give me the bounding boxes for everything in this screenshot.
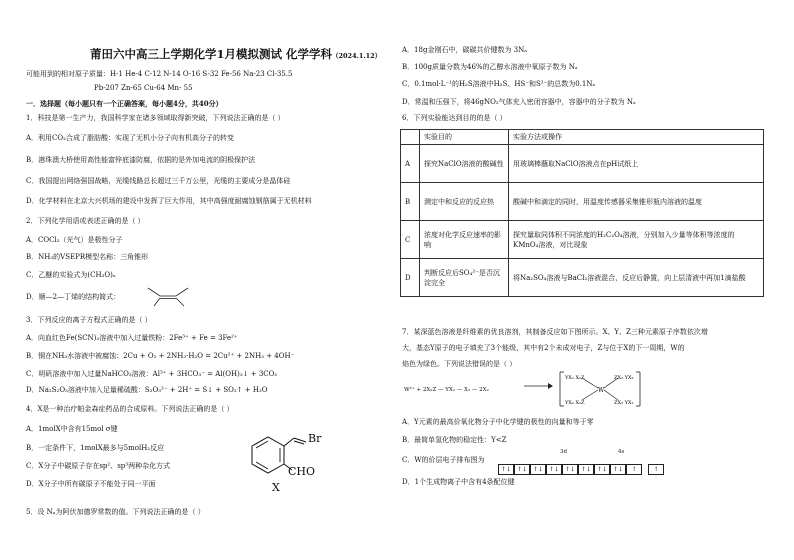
- molecule-x-label: X: [272, 481, 280, 494]
- q7-stem-line2: 大，基态Y原子的电子填充了3个能级，其中有2个未成对电子，Z与位于X的下一周期，W的: [402, 344, 685, 352]
- q7-option-b[interactable]: B．最简单氢化物的稳定性：Y<Z: [402, 436, 507, 444]
- q3-option-a[interactable]: A．向血红色Fe(SCN)₃溶液中加入过量铁粉：2Fe³⁺ + Fe = 3Fe²⁺: [26, 334, 238, 342]
- orbital-box-icon: ↑: [648, 464, 664, 475]
- orbital-diagram: [498, 456, 664, 475]
- orbital-box-icon: ↑↓: [546, 464, 562, 475]
- q1-option-d[interactable]: D．化学材料在北京大兴机场的建设中发挥了巨大作用，其中高强度耐腐蚀钢筋属于无机材料: [26, 197, 312, 205]
- q2-option-c[interactable]: C．乙醚的实验式为(CH₃O)ₙ: [26, 271, 116, 279]
- q6-row-option: C: [401, 221, 420, 259]
- q4-stem: 4．X是一种治疗帕金森症药品的合成原料。下列说法正确的是（ ）: [26, 405, 234, 413]
- q3-option-c[interactable]: C．明矾溶液中加入过量NaHCO₃溶液：Al³⁺ + 3HCO₃⁻ = Al(OH)₃↓ + 3CO₂: [26, 370, 278, 378]
- svg-text:ZX₂ YX₂: ZX₂ YX₂: [614, 375, 634, 381]
- q2-option-a[interactable]: A．COCl₂（光气）是极性分子: [26, 236, 123, 244]
- q7-stem-line1: 7．某深蓝色溶液是纤维素的优良溶剂，其制备反应如下图所示。X、Y、Z三种元素原子序数依次增: [402, 328, 708, 336]
- q1-option-a[interactable]: A．利用CO₂合成了脂肪酸：实现了无机小分子向有机高分子的转变: [26, 134, 234, 142]
- q7-option-d[interactable]: D．1个生成物离子中含有4条配位键: [402, 478, 515, 486]
- cis-2-butene-structure: [140, 280, 200, 310]
- q6-row-method: 探究量取同体积不同浓度的H₂C₂O₄溶液，分别加入少量等体积等浓度的KMnO₄溶液，对比现象: [509, 221, 764, 259]
- orbital-4s-label: 4s: [618, 449, 625, 455]
- orbital-box-icon: ↑↓: [610, 464, 626, 475]
- q6-header-method: 实验方法或操作: [509, 130, 764, 145]
- q6-row-d[interactable]: [401, 259, 764, 297]
- molecule-br-label: Br: [308, 432, 322, 445]
- q6-header-goal: 实验目的: [420, 130, 509, 145]
- q6-header-blank: [401, 130, 420, 145]
- q7-option-c[interactable]: C．W的价层电子排布图为: [402, 456, 485, 464]
- q6-row-c[interactable]: [401, 221, 764, 259]
- q4-option-a[interactable]: A．1molX中含有15mol σ键: [26, 425, 118, 433]
- q2-option-d[interactable]: D．顺—2—丁烯的结构简式：: [26, 293, 121, 301]
- q6-stem: 6．下列实验能达到目的的是（ ）: [402, 114, 507, 122]
- q6-row-method: 酸碱中和滴定的同时，用温度传感器采集锥形瓶内溶液的温度: [509, 183, 764, 221]
- molecule-cho-label: CHO: [288, 465, 316, 478]
- q7-reaction-left: W²⁺ + 2X₂Z — YX₂ — X₂ — 2X₂: [404, 387, 489, 393]
- q4-option-d[interactable]: D．X分子中所有碳原子不能处于同一平面: [26, 480, 156, 488]
- q5-stem: 5．设 Nₐ为阿伏加德罗常数的值。下列说法正确的是（ ）: [26, 508, 205, 516]
- q6-row-a[interactable]: [401, 145, 764, 183]
- orbital-box-icon: ↑↓: [498, 464, 514, 475]
- page-title: 莆田六中高三上学期化学1月模拟测试 化学学科（2024.1.12）: [90, 47, 382, 61]
- q6-row-goal: 判断反应后SO₄²⁻是否沉淀完全: [420, 259, 509, 297]
- q5-option-d[interactable]: D．常温和压强下，将46gNO₂气体充入密闭容器中，容器中的分子数为 Nₐ: [402, 98, 636, 106]
- q6-row-b[interactable]: [401, 183, 764, 221]
- orbital-box-icon: ↑↓: [562, 464, 578, 475]
- q6-row-method: 用玻璃棒蘸取NaClO溶液点在pH试纸上: [509, 145, 764, 183]
- q6-row-option: D: [401, 259, 420, 297]
- orbital-box-icon: ↑↓: [578, 464, 594, 475]
- q3-option-b[interactable]: B．铜在NH₃水溶液中被腐蚀：2Cu + O₂ + 2NH₃·H₂O = 2Cu²⁺ + 2NH₃ + 4OH⁻: [26, 352, 295, 360]
- q5-option-a[interactable]: A．18g金刚石中，碳碳共价键数为 3Nₐ: [402, 46, 527, 54]
- q3-option-d[interactable]: D．Na₂S₂O₃溶液中加入足量稀硫酸：S₂O₃²⁻ + 2H⁺ = S↓ + SO₂↑ + H₂O: [26, 386, 268, 394]
- orbital-box-icon: ↑↓: [514, 464, 530, 475]
- orbital-box-icon: ↑↓: [594, 464, 610, 475]
- svg-text:ZX₂ YX₂: ZX₂ YX₂: [614, 400, 634, 406]
- q5-option-c[interactable]: C．0.1mol·L⁻¹的H₂S溶液中H₂S、HS⁻和S²⁻的总数为0.1Nₐ: [402, 80, 596, 88]
- q3-stem: 3．下列反应的离子方程式正确的是（ ）: [26, 316, 152, 324]
- q6-table: [400, 129, 764, 297]
- q6-row-goal: 测定中和反应的反应热: [420, 183, 509, 221]
- atomic-masses-line2: Pb-207 Zn-65 Cu-64 Mn- 55: [94, 84, 193, 92]
- q1-option-c[interactable]: C．我国提出网络强国战略，光缆线路总长超过三千万公里，光缆的主要成分是晶体硅: [26, 177, 291, 185]
- orbital-box-icon: ↑: [626, 464, 642, 475]
- q4-option-c[interactable]: C．X分子中碳原子存在sp²、sp³两种杂化方式: [26, 462, 171, 470]
- q2-option-b[interactable]: B．NH₃的VSEPR模型名称：三角锥形: [26, 253, 149, 261]
- orbital-3d-label: 3d: [560, 449, 568, 455]
- q6-row-option: B: [401, 183, 420, 221]
- section-heading: 一．选择题（每小题只有一个正确答案，每小题4分，共40分）: [26, 99, 223, 108]
- svg-text:W: W: [598, 387, 605, 394]
- q7-stem-line3: 焰色为绿色。下列说法错误的是（ ）: [402, 360, 517, 368]
- q6-row-goal: 浓度对化学反应速率的影响: [420, 221, 509, 259]
- orbital-box-icon: ↑↓: [530, 464, 546, 475]
- q6-table-header: [401, 130, 764, 145]
- q1-stem: 1．科技是第一生产力，我国科学家在诸多领域取得新突破，下列说法正确的是（ ）: [26, 114, 285, 122]
- q7-complex-ion-diagram: [520, 370, 650, 410]
- exam-date: （2024.1.12）: [332, 52, 382, 60]
- q2-stem: 2．下列化学用语或表述正确的是（ ）: [26, 217, 145, 225]
- svg-text:YX₂ X₂Z: YX₂ X₂Z: [565, 400, 585, 406]
- q1-option-b[interactable]: B．港珠澳大桥使用高性能富锌底漆防腐，依据的是外加电流的阴极保护法: [26, 156, 256, 164]
- q6-row-method: 将Na₂SO₄溶液与BaCl₂溶液混合，反应后静置，向上层清液中再加1滴盐酸: [509, 259, 764, 297]
- q5-option-b[interactable]: B．100g质量分数为46%的乙醇水溶液中氧原子数为 Nₐ: [402, 63, 578, 71]
- q4-option-b[interactable]: B．一定条件下，1molX最多与5molH₂反应: [26, 444, 165, 452]
- q7-option-a[interactable]: A．Y元素的最高价氧化物分子中化学键的极性的向量和等于零: [402, 418, 594, 426]
- q6-row-option: A: [401, 145, 420, 183]
- atomic-masses-line1: 可能用到的相对原子质量：H-1 He-4 C-12 N-14 O-16 S-32 Fe-56 Na-23 Cl-35.5: [26, 70, 293, 78]
- q6-row-goal: 探究NaClO溶液的酸碱性: [420, 145, 509, 183]
- svg-text:YX₂ X₂Z: YX₂ X₂Z: [565, 375, 585, 381]
